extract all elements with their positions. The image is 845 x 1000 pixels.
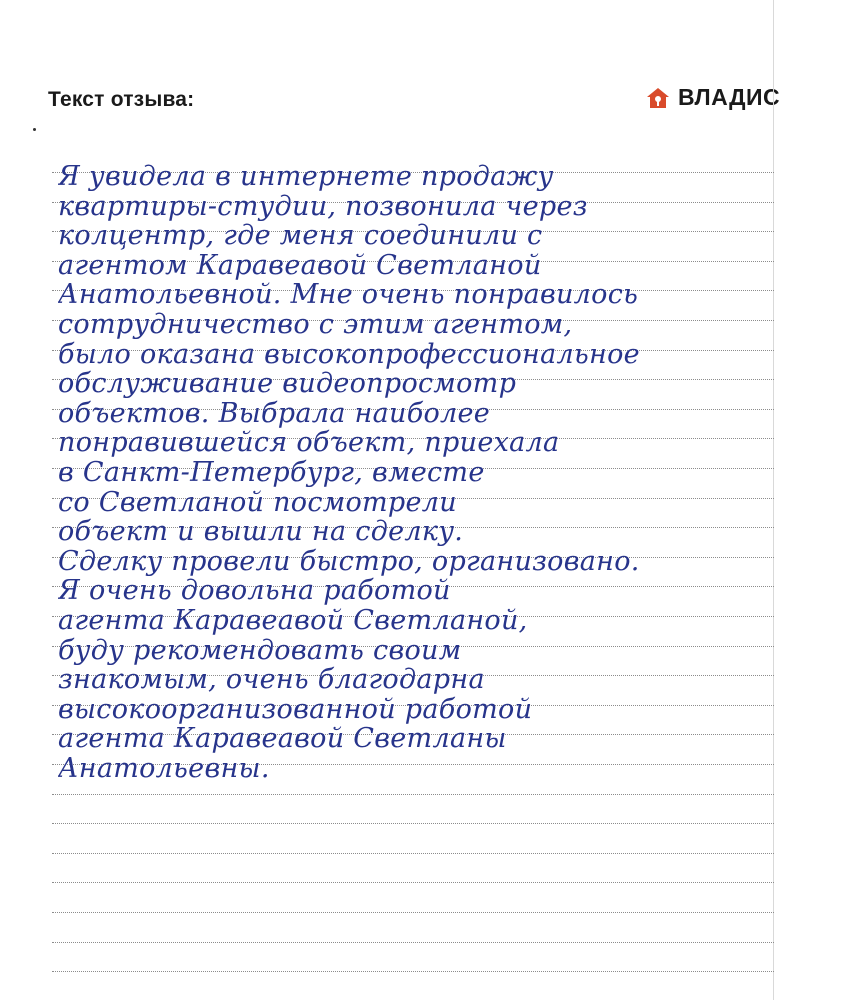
page-title: Текст отзыва: [48,88,195,111]
ruled-line [52,823,774,824]
review-line: высокоорганизованной работой [58,694,533,725]
review-line: было оказана высокопрофессиональное [58,339,640,370]
review-line: объектов. Выбрала наиболее [58,398,491,429]
review-line: Я очень довольна работой [58,576,451,606]
review-line: знакомым, очень благодарна [58,665,485,695]
margin-rule [773,0,774,1000]
review-line: Сделку провели быстро, организовано. [58,546,640,577]
ruled-line [52,882,774,883]
review-line: квартиры-студии, позвонила через [58,191,588,222]
house-key-icon [646,86,670,110]
review-line: со Светланой посмотрели [58,487,457,518]
review-line: агентом Каравеавой Светланой [58,250,542,281]
ink-dot [33,128,36,131]
ruled-line [52,912,774,913]
review-line: колцентр, где меня соединили с [58,221,543,251]
brand-logo [646,84,780,111]
review-line: Я увидела в интернете продажу [58,162,554,192]
review-line: сотрудничество с этим агентом, [58,309,573,340]
ruled-line [52,794,774,795]
ruled-line [52,942,774,943]
handwritten-review [58,162,773,783]
review-line: агента Каравеавой Светланой, [58,605,528,636]
brand-name: ВЛАДИС [678,84,781,110]
review-line: в Санкт-Петербург, вместе [58,457,485,488]
review-line: агента Каравеавой Светланы [58,724,507,754]
review-line: Анатольевны. [58,753,270,784]
review-line: буду рекомендовать своим [58,635,462,666]
ruled-line [52,853,774,854]
review-line: обслуживание видеопросмотр [58,369,517,399]
review-line: объект и вышли на сделку. [58,517,464,547]
ruled-line [52,971,774,972]
review-line: понравившейся объект, приехала [58,428,560,458]
review-line: Анатольевной. Мне очень понравилось [58,280,639,310]
